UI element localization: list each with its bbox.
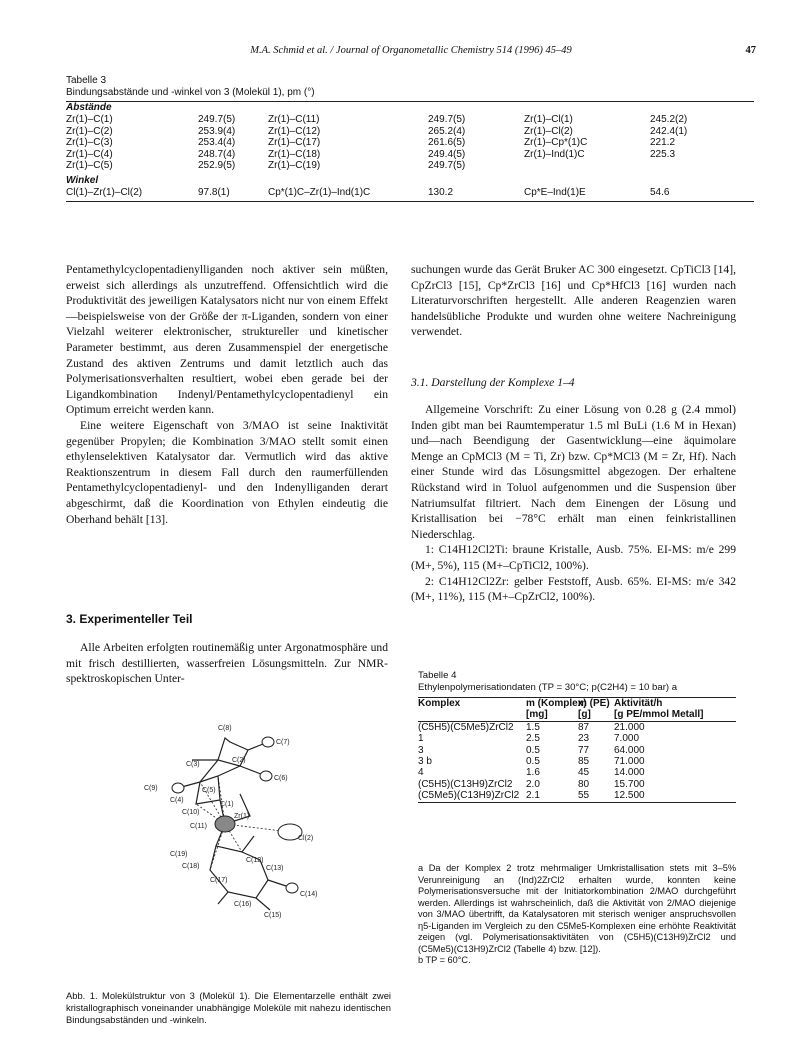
table4-footnotes xyxy=(418,863,736,967)
table-cell: Zr(1)–C(2) xyxy=(66,125,113,137)
table-cell: 64.000 xyxy=(614,744,645,756)
left-column xyxy=(66,262,388,527)
running-header xyxy=(66,45,756,61)
table4-caption xyxy=(418,670,677,694)
table4-title: Ethylenpolymerisationdaten (TP = 30°C; p(C2H4) = 10 bar) a xyxy=(418,682,678,693)
compound-2-data: 2: C14H12Cl2Zr: gelber Feststoff, Ausb. 65%. EI-MS: m/e 342 (M+, 11%), 115 (M+–CpZrCl2, 100%). xyxy=(411,574,736,604)
atom-label: C(10) xyxy=(182,809,200,816)
table4-header-row xyxy=(418,698,736,709)
atom-label: C(14) xyxy=(300,891,318,898)
table-row xyxy=(66,160,754,172)
atom-label: C(13) xyxy=(266,865,284,872)
body-paragraph: Eine weitere Eigenschaft von 3/MAO ist seine Inaktivität gegenüber Propylen; die Kombination 3/MAO stellt somit einen ethylenselektiven Katalysator dar. Vermutlich wird das aktive Reaktionszentrum in diesem Fall durch den raumerfüllenden Pentamethylcyclopentadienyl- und den Indenylliganden derart abgeschirmt, daß die Koordination von Ethylen eindeutig die Oberhand behält [13]. xyxy=(66,418,388,526)
table4-header-row xyxy=(418,709,736,720)
figure1-caption: Abb. 1. Molekülstruktur von 3 (Molekül 1). Die Elementarzelle enthält zwei kristallographisch voneinander unabhängige Moleküle mit nahezu identischen Bindungsabständen und -winkeln. xyxy=(66,990,391,1025)
table-cell: 221.2 xyxy=(650,137,676,149)
table-cell: 1.5 xyxy=(526,721,540,733)
table-cell: 130.2 xyxy=(428,186,454,198)
atom-label: C(5) xyxy=(202,787,216,794)
table-row xyxy=(418,756,736,767)
table-cell: 71.000 xyxy=(614,755,645,767)
body-paragraph: Pentamethylcyclopentadienylliganden noch aktiver sein müßten, erweist sich allerdings als unzutreffend. Offensichtlich wird die Produktivität des jeweiligen Katalysators nicht nur von einem Effekt—beispielsweise von der Größe der π-Liganden, sondern von einer Vielzahl weiterer elektronischer, struktureller und kinetischer Parameter bestimmt, aus deren Zusammenspiel der energetische Zustand des aktiven Zentrums und damit letztlich auch das Polymerisationsverhalten resultiert, wobei eben gerade bei der Ligandkombination Indenyl/Pentamethylcyclopentadienyl ein Optimum erreicht werden kann. xyxy=(66,263,388,417)
table3-distances xyxy=(66,114,754,172)
atom-label: Zr(1) xyxy=(234,813,250,820)
table-cell: Cp*(1)C–Zr(1)–Ind(1)C xyxy=(268,186,371,198)
running-title: M.A. Schmid et al. / Journal of Organometallic Chemistry 514 (1996) 45–49 xyxy=(250,45,572,56)
table-cell: Zr(1)–C(5) xyxy=(66,160,113,172)
table-row xyxy=(418,767,736,778)
table-cell: 249.7(5) xyxy=(198,114,236,125)
table-cell: 252.9(5) xyxy=(198,160,236,172)
table3-angles xyxy=(66,187,754,199)
table-cell: Zr(1)–Cl(1) xyxy=(524,114,573,125)
table-row xyxy=(66,187,754,199)
table4-body xyxy=(418,722,736,802)
table-cell: 15.700 xyxy=(614,778,645,790)
table-cell: Cp*E–Ind(1)E xyxy=(524,186,586,198)
table-cell: 245.2(2) xyxy=(650,114,688,125)
atom-label: C(6) xyxy=(274,775,288,782)
body-paragraph: suchungen wurde das Gerät Bruker AC 300 eingesetzt. CpTiCl3 [14], CpZrCl3 [15], Cp*ZrCl3 [16] und Cp*HfCl3 [16] wurden nach Literaturvorschriften hergestellt. Alle anderen Reagenzien waren handelsübliche Produkte und wurden ohne weitere Nachreinigung verwendet. xyxy=(411,263,736,339)
table-cell: 225.3 xyxy=(650,148,676,160)
atom-label: C(18) xyxy=(182,863,200,870)
table-cell: 3 b xyxy=(418,755,432,767)
table-row xyxy=(66,126,754,138)
right-column-procedure xyxy=(411,402,736,605)
table-cell: 23 xyxy=(578,733,590,745)
table4-label: Tabelle 4 xyxy=(418,670,457,681)
table-cell: 21.000 xyxy=(614,721,645,733)
molecule-drawing xyxy=(130,720,320,920)
table-cell: 3 xyxy=(418,744,424,756)
subsection-heading: 3.1. Darstellung der Komplexe 1–4 xyxy=(411,376,575,389)
table-row xyxy=(66,137,754,149)
table3-bottom-rule xyxy=(66,201,754,202)
table-row xyxy=(418,779,736,790)
table-cell: 253.4(4) xyxy=(198,137,236,149)
table-cell: 77 xyxy=(578,744,590,756)
atom-label: C(1) xyxy=(220,801,234,808)
table4-header-cell: Komplex xyxy=(418,698,461,709)
body-paragraph: Alle Arbeiten erfolgten routinemäßig unter Argonatmosphäre und mit frisch destillierten, wasserfreien Lösungsmitteln. Zur NMR-spektroskopischen Unter- xyxy=(66,641,388,686)
table4-header-cell: m (Komplex) xyxy=(526,698,587,709)
table-row xyxy=(418,733,736,744)
table3-section-distances: Abstände xyxy=(66,102,112,113)
table-cell: 0.5 xyxy=(526,755,540,767)
table4-header-cell: m (PE) xyxy=(578,698,610,709)
table4-header-cell: Aktivität/h xyxy=(614,698,663,709)
atom-label: C(12) xyxy=(246,857,264,864)
atom-label: C(8) xyxy=(218,725,232,732)
atom-label: C(15) xyxy=(264,912,282,919)
atom-label: Cl(2) xyxy=(298,835,314,842)
table4 xyxy=(418,697,736,803)
table-cell: (C5H5)(C5Me5)ZrCl2 xyxy=(418,721,514,733)
table-cell: 248.7(4) xyxy=(198,148,236,160)
table-cell: 261.6(5) xyxy=(428,137,466,149)
table-cell: Zr(1)–C(18) xyxy=(268,148,321,160)
table4-bottom-rule xyxy=(418,802,736,803)
atom-label: C(17) xyxy=(210,877,228,884)
table-cell: 249.7(5) xyxy=(428,160,466,172)
table-row xyxy=(66,149,754,161)
table-cell: Zr(1)–Cp*(1)C xyxy=(524,137,588,149)
table-cell: 7.000 xyxy=(614,733,640,745)
table-cell: 1.6 xyxy=(526,767,540,779)
table-cell: 2.0 xyxy=(526,778,540,790)
table-cell: 14.000 xyxy=(614,767,645,779)
experimental-intro xyxy=(66,640,388,687)
atom-label: C(16) xyxy=(234,901,252,908)
table4-header-cell: [g] xyxy=(578,709,591,721)
table-row xyxy=(418,745,736,756)
table-row xyxy=(66,114,754,126)
table4-header-cell: [mg] xyxy=(526,709,548,721)
table-cell: 2.5 xyxy=(526,733,540,745)
section-heading: 3. Experimenteller Teil xyxy=(66,612,193,626)
table-row xyxy=(418,722,736,733)
atom-label: C(3) xyxy=(186,761,200,768)
table-cell: 242.4(1) xyxy=(650,125,688,137)
table-cell: 97.8(1) xyxy=(198,186,230,198)
table-cell: Zr(1)–C(11) xyxy=(268,114,320,125)
atom-label: C(9) xyxy=(144,785,158,792)
right-column xyxy=(411,262,736,340)
table-cell: (C5Me5)(C13H9)ZrCl2 xyxy=(418,790,520,802)
table-cell: Zr(1)–C(17) xyxy=(268,137,321,149)
page-number: 47 xyxy=(745,45,756,56)
atom-label: C(11) xyxy=(190,823,207,830)
table-cell: 12.500 xyxy=(614,790,645,802)
table-cell: 253.9(4) xyxy=(198,125,236,137)
table-cell: 4 xyxy=(418,767,424,779)
table-cell: Zr(1)–C(1) xyxy=(66,114,113,125)
table-cell: 249.7(5) xyxy=(428,114,466,125)
table-cell: 87 xyxy=(578,721,590,733)
table4-footnote-b: b TP = 60°C. xyxy=(418,955,471,965)
table-cell: Zr(1)–Ind(1)C xyxy=(524,148,585,160)
atom-label: C(4) xyxy=(170,797,184,804)
table-cell: 85 xyxy=(578,755,590,767)
table3 xyxy=(66,101,754,202)
table3-section-angles: Winkel xyxy=(66,174,99,186)
table-cell: 2.1 xyxy=(526,790,540,802)
table-cell: Zr(1)–C(12) xyxy=(268,125,321,137)
table-cell: Zr(1)–C(19) xyxy=(268,160,321,172)
table-cell: 0.5 xyxy=(526,744,540,756)
table-cell: Zr(1)–C(3) xyxy=(66,137,113,149)
body-paragraph: Allgemeine Vorschrift: Zu einer Lösung von 0.28 g (2.4 mmol) Inden gibt man bei Raumtemperatur 1.5 ml BuLi (1.6 M in Hexan) und—nach Beendigung der Gasentwicklung—eine äquimolare Menge an CpMCl3 (M = Ti, Zr) bzw. Cp*MCl3 (M = Zr, Hf). Nach einer Stunde wird das Lösungsmittel abgezogen. Der erhaltene Rückstand wird in Toluol aufgenommen und die Suspension über Natriumsulfat filtriert. Nach dem Einengen der Lösung und Kristallisation bei −78°C erhält man einen feinkristallinen Niederschlag. xyxy=(411,403,736,541)
table3-caption xyxy=(66,75,315,99)
table-cell: 265.2(4) xyxy=(428,125,466,137)
table-cell: 80 xyxy=(578,778,590,790)
table-row xyxy=(418,790,736,801)
table-cell: Cl(1)–Zr(1)–Cl(2) xyxy=(66,186,143,198)
table-cell: 249.4(5) xyxy=(428,148,466,160)
atom-label: C(19) xyxy=(170,851,188,858)
table3-label: Tabelle 3 xyxy=(66,75,107,86)
table-cell: Zr(1)–Cl(2) xyxy=(524,125,573,137)
table4-footnote-a: a Da der Komplex 2 trotz mehrmaliger Umkristallisation stets mit 3–5% Verunreinigung an (Ind)2ZrCl2 erhalten wurde, konnten keine Polymerisationsversuche mit der Initiatorkombination 2/MAO durchgeführt werden. Allerdings ist wahrscheinlich, daß die Aktivität von 2/MAO diejenige von 3/MAO übertrifft, da Katalysatoren mit sterisch weniger anspruchsvollen η5-Liganden im Vergleich zu den C5Me5-Komplexen eine erhöhte Reaktivität zeigen (vgl. Polymerisationsaktivitäten von (C5H5)(C13H9)ZrCl2 und (C5Me5)(C13H9)ZrCl2 (Tabelle 4) bzw. [12]). xyxy=(418,863,736,954)
table-cell: Zr(1)–C(4) xyxy=(66,148,113,160)
atom-label: C(2) xyxy=(232,757,246,764)
table3-title: Bindungsabstände und -winkel von 3 (Molekül 1), pm (°) xyxy=(66,87,315,98)
table-cell: 45 xyxy=(578,767,590,779)
figure1-molecular-structure xyxy=(130,720,320,920)
table4-header-cell: [g PE/mmol Metall] xyxy=(614,709,704,721)
table-cell: 55 xyxy=(578,790,590,802)
table-cell: 1 xyxy=(418,733,424,745)
table-cell: 54.6 xyxy=(650,186,670,198)
atom-label: C(7) xyxy=(276,739,290,746)
compound-1-data: 1: C14H12Cl2Ti: braune Kristalle, Ausb. 75%. EI-MS: m/e 299 (M+, 5%), 115 (M+–CpTiCl2, 100%). xyxy=(411,543,736,572)
table-cell: (C5H5)(C13H9)ZrCl2 xyxy=(418,778,513,790)
